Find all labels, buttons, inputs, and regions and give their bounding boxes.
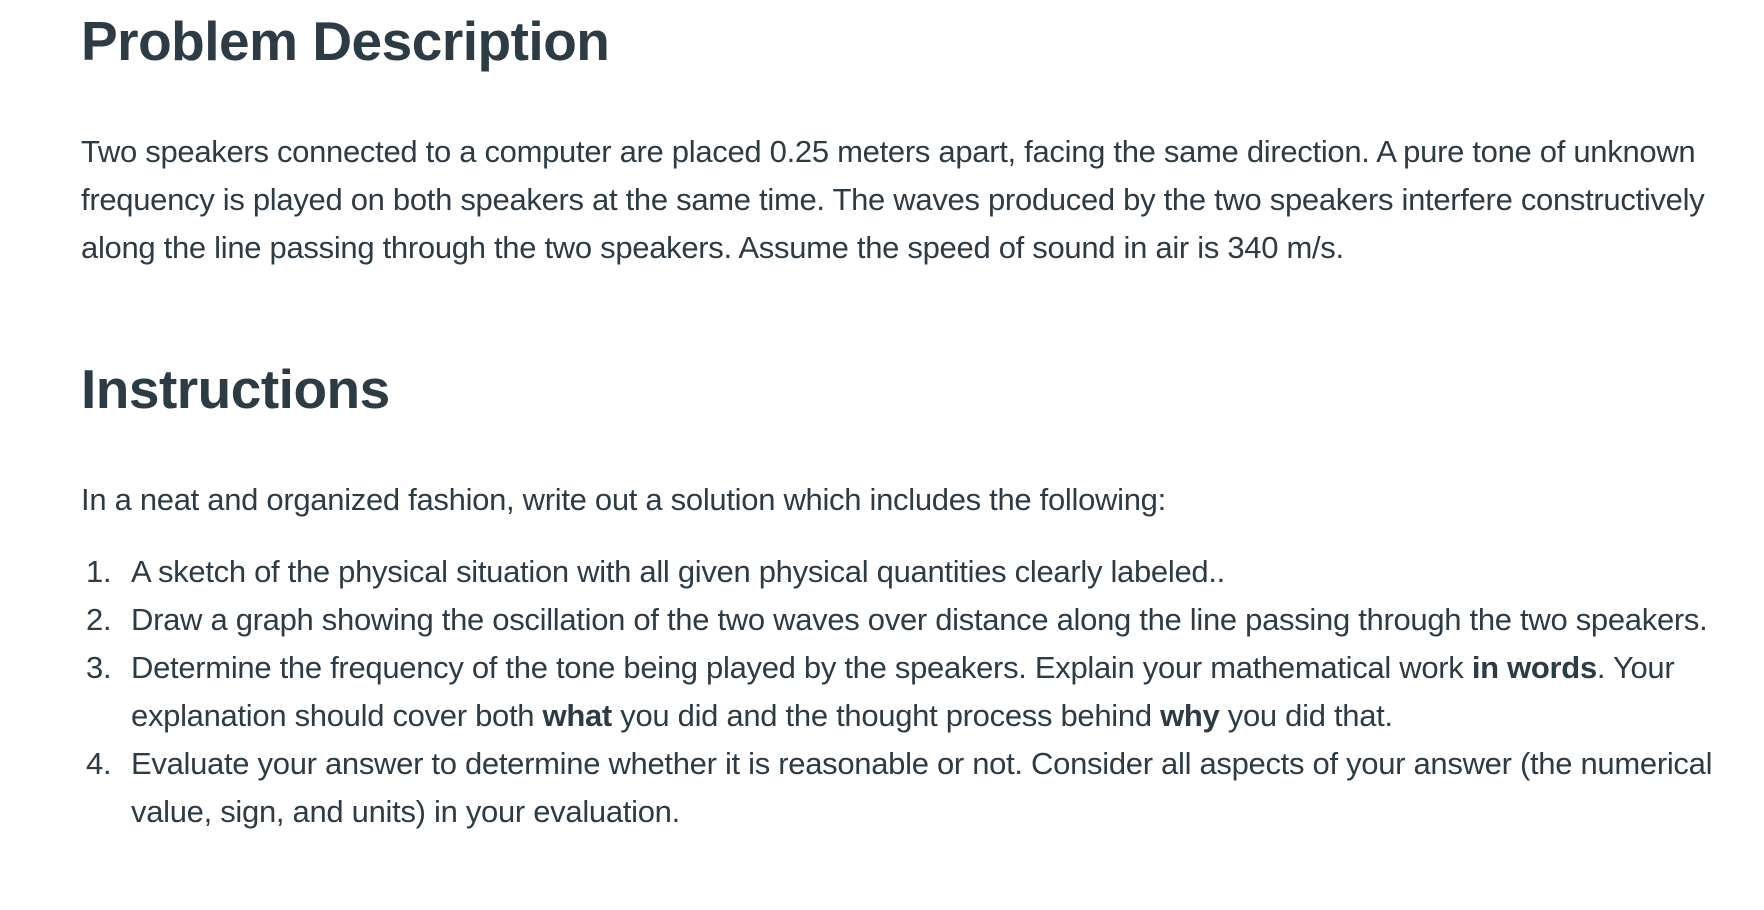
- emphasis-in-words: in words: [1471, 650, 1597, 685]
- emphasis-what: what: [542, 698, 612, 733]
- text-segment: Determine the frequency of the tone being played by the speakers. Explain your mathematical work: [131, 650, 1472, 685]
- list-item: [81, 596, 1751, 644]
- list-item-number: 4.: [86, 746, 112, 781]
- text-segment: you did and the thought process behind: [611, 698, 1161, 733]
- list-item: [81, 548, 1751, 596]
- text-segment: . Your explanation should cover both: [131, 650, 1675, 733]
- problem-description-text: Two speakers connected to a computer are placed 0.25 meters apart, facing the same direction. A pure tone of unknown frequency is played on both speakers at the same time. The waves produced by the two speakers interfere constructively along the line passing through the two speakers. Assume the speed of sound in air is 340 m/s.: [81, 134, 1705, 265]
- list-item-number: 3.: [86, 650, 112, 685]
- instructions-intro-text: In a neat and organized fashion, write out a solution which includes the following:: [81, 482, 1166, 517]
- text-segment: you did that.: [1219, 698, 1393, 733]
- instructions-heading: Instructions: [81, 358, 390, 420]
- list-item-text: Draw a graph showing the oscillation of the two waves over distance along the line passing through the two speakers.: [131, 602, 1708, 637]
- list-item-number: 1.: [86, 554, 112, 589]
- list-item: [81, 740, 1751, 836]
- emphasis-why: why: [1160, 698, 1220, 733]
- list-item-text: A sketch of the physical situation with all given physical quantities clearly labeled..: [131, 554, 1225, 589]
- list-item-number: 2.: [86, 602, 112, 637]
- list-item-text: [131, 650, 1674, 733]
- instructions-list: [81, 548, 1751, 836]
- list-item: [81, 644, 1751, 740]
- problem-description-heading: Problem Description: [81, 10, 610, 72]
- list-item-text: Evaluate your answer to determine whether it is reasonable or not. Consider all aspects of your answer (the numerical value, sign, and units) in your evaluation.: [131, 746, 1713, 829]
